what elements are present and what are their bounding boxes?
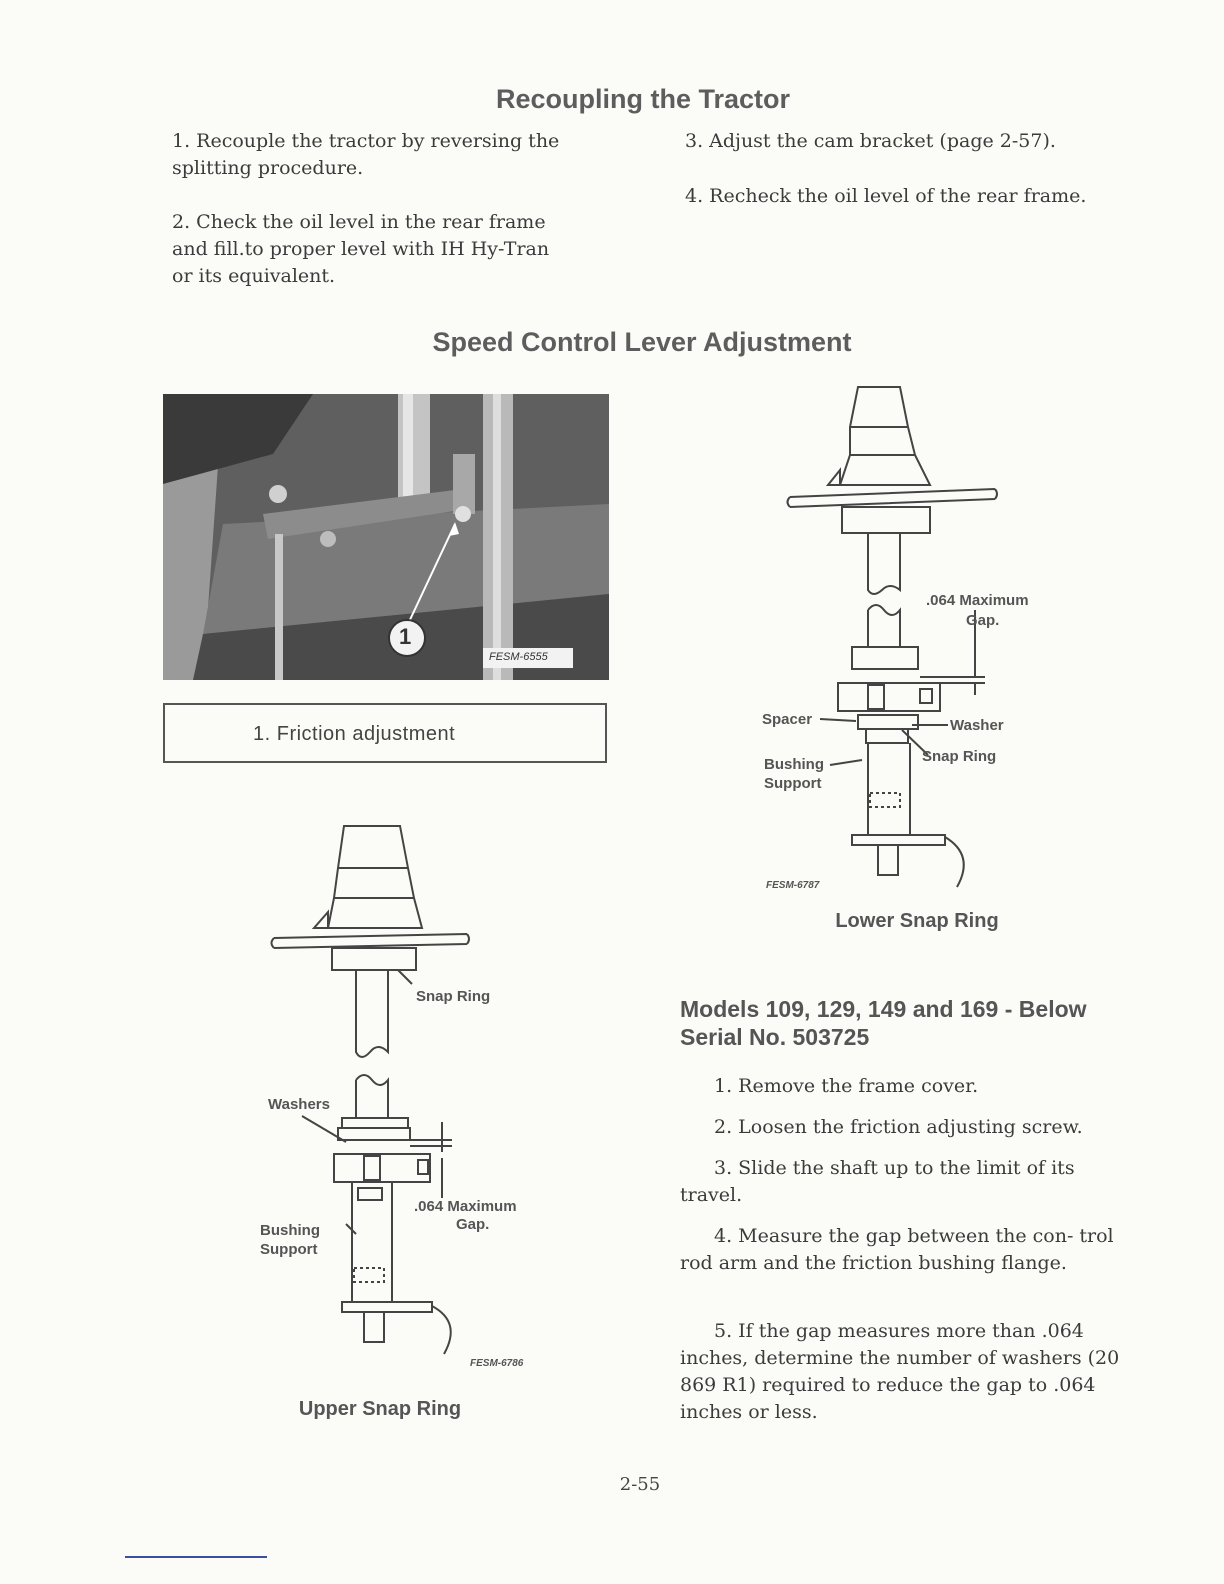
photo-legend-text: 1. Friction adjustment <box>253 723 456 745</box>
upper-washers-label: Washers <box>268 1096 330 1113</box>
models-heading: Models 109, 129, 149 and 169 - Below Serial No. 503725 <box>680 996 1087 1050</box>
page-number: 2-55 <box>619 1474 661 1495</box>
upper-gap-label-1: .064 Maximum <box>414 1198 517 1215</box>
model-step-3: 3. Slide the shaft up to the limit of its travel. <box>680 1157 1075 1206</box>
recoupling-step-1: 1. Recouple the tractor by reversing the splitting procedure. <box>172 130 560 179</box>
upper-snap-ring-label: Snap Ring <box>416 988 491 1005</box>
footer-rule <box>125 1556 267 1558</box>
upper-support-label: Support <box>260 1241 318 1258</box>
upper-bushing-label: Bushing <box>260 1222 320 1239</box>
photo-callout-number: 1 <box>399 624 412 649</box>
heading-speed-control: Speed Control Lever Adjustment <box>432 327 852 357</box>
recoupling-step-4: 4. Recheck the oil level of the rear frame. <box>685 185 1087 207</box>
recoupling-step-2: 2. Check the oil level in the rear frame and fill.to proper level with IH Hy-Tran or its equivalent. <box>172 211 550 287</box>
lower-spacer-label: Spacer <box>762 711 813 728</box>
lower-gap-label-1: .064 Maximum <box>926 592 1029 609</box>
friction-adjustment-photo <box>163 394 609 680</box>
lower-snap-ring-caption: Lower Snap Ring <box>835 910 999 932</box>
lower-bushing-label: Bushing <box>764 756 824 773</box>
upper-snap-ring-caption: Upper Snap Ring <box>298 1398 462 1420</box>
lower-snap-ring-diagram <box>770 385 1030 905</box>
lower-snap-ring-label: Snap Ring <box>922 748 997 765</box>
model-step-4: 4. Measure the gap between the con- trol rod arm and the friction bushing flange. <box>680 1225 1114 1274</box>
heading-recoupling: Recoupling the Tractor <box>495 84 791 114</box>
lower-support-label: Support <box>764 775 822 792</box>
lower-washer-label: Washer <box>950 717 1004 734</box>
model-step-5: 5. If the gap measures more than .064 inches, determine the number of washers (20 869 R1) required to reduce the gap to .064 inches or less. <box>680 1320 1120 1423</box>
lower-figure-code: FESM-6787 <box>766 880 820 891</box>
photo-legend-box <box>163 703 607 763</box>
upper-figure-code: FESM-6786 <box>470 1358 524 1369</box>
model-step-1: 1. Remove the frame cover. <box>714 1075 979 1097</box>
upper-gap-label-2: Gap. <box>456 1216 490 1233</box>
lower-gap-label-2: Gap. <box>966 612 1000 629</box>
recoupling-step-3: 3. Adjust the cam bracket (page 2-57). <box>685 130 1056 152</box>
model-step-2: 2. Loosen the friction adjusting screw. <box>714 1116 1083 1138</box>
photo-code: FESM-6555 <box>489 651 548 663</box>
